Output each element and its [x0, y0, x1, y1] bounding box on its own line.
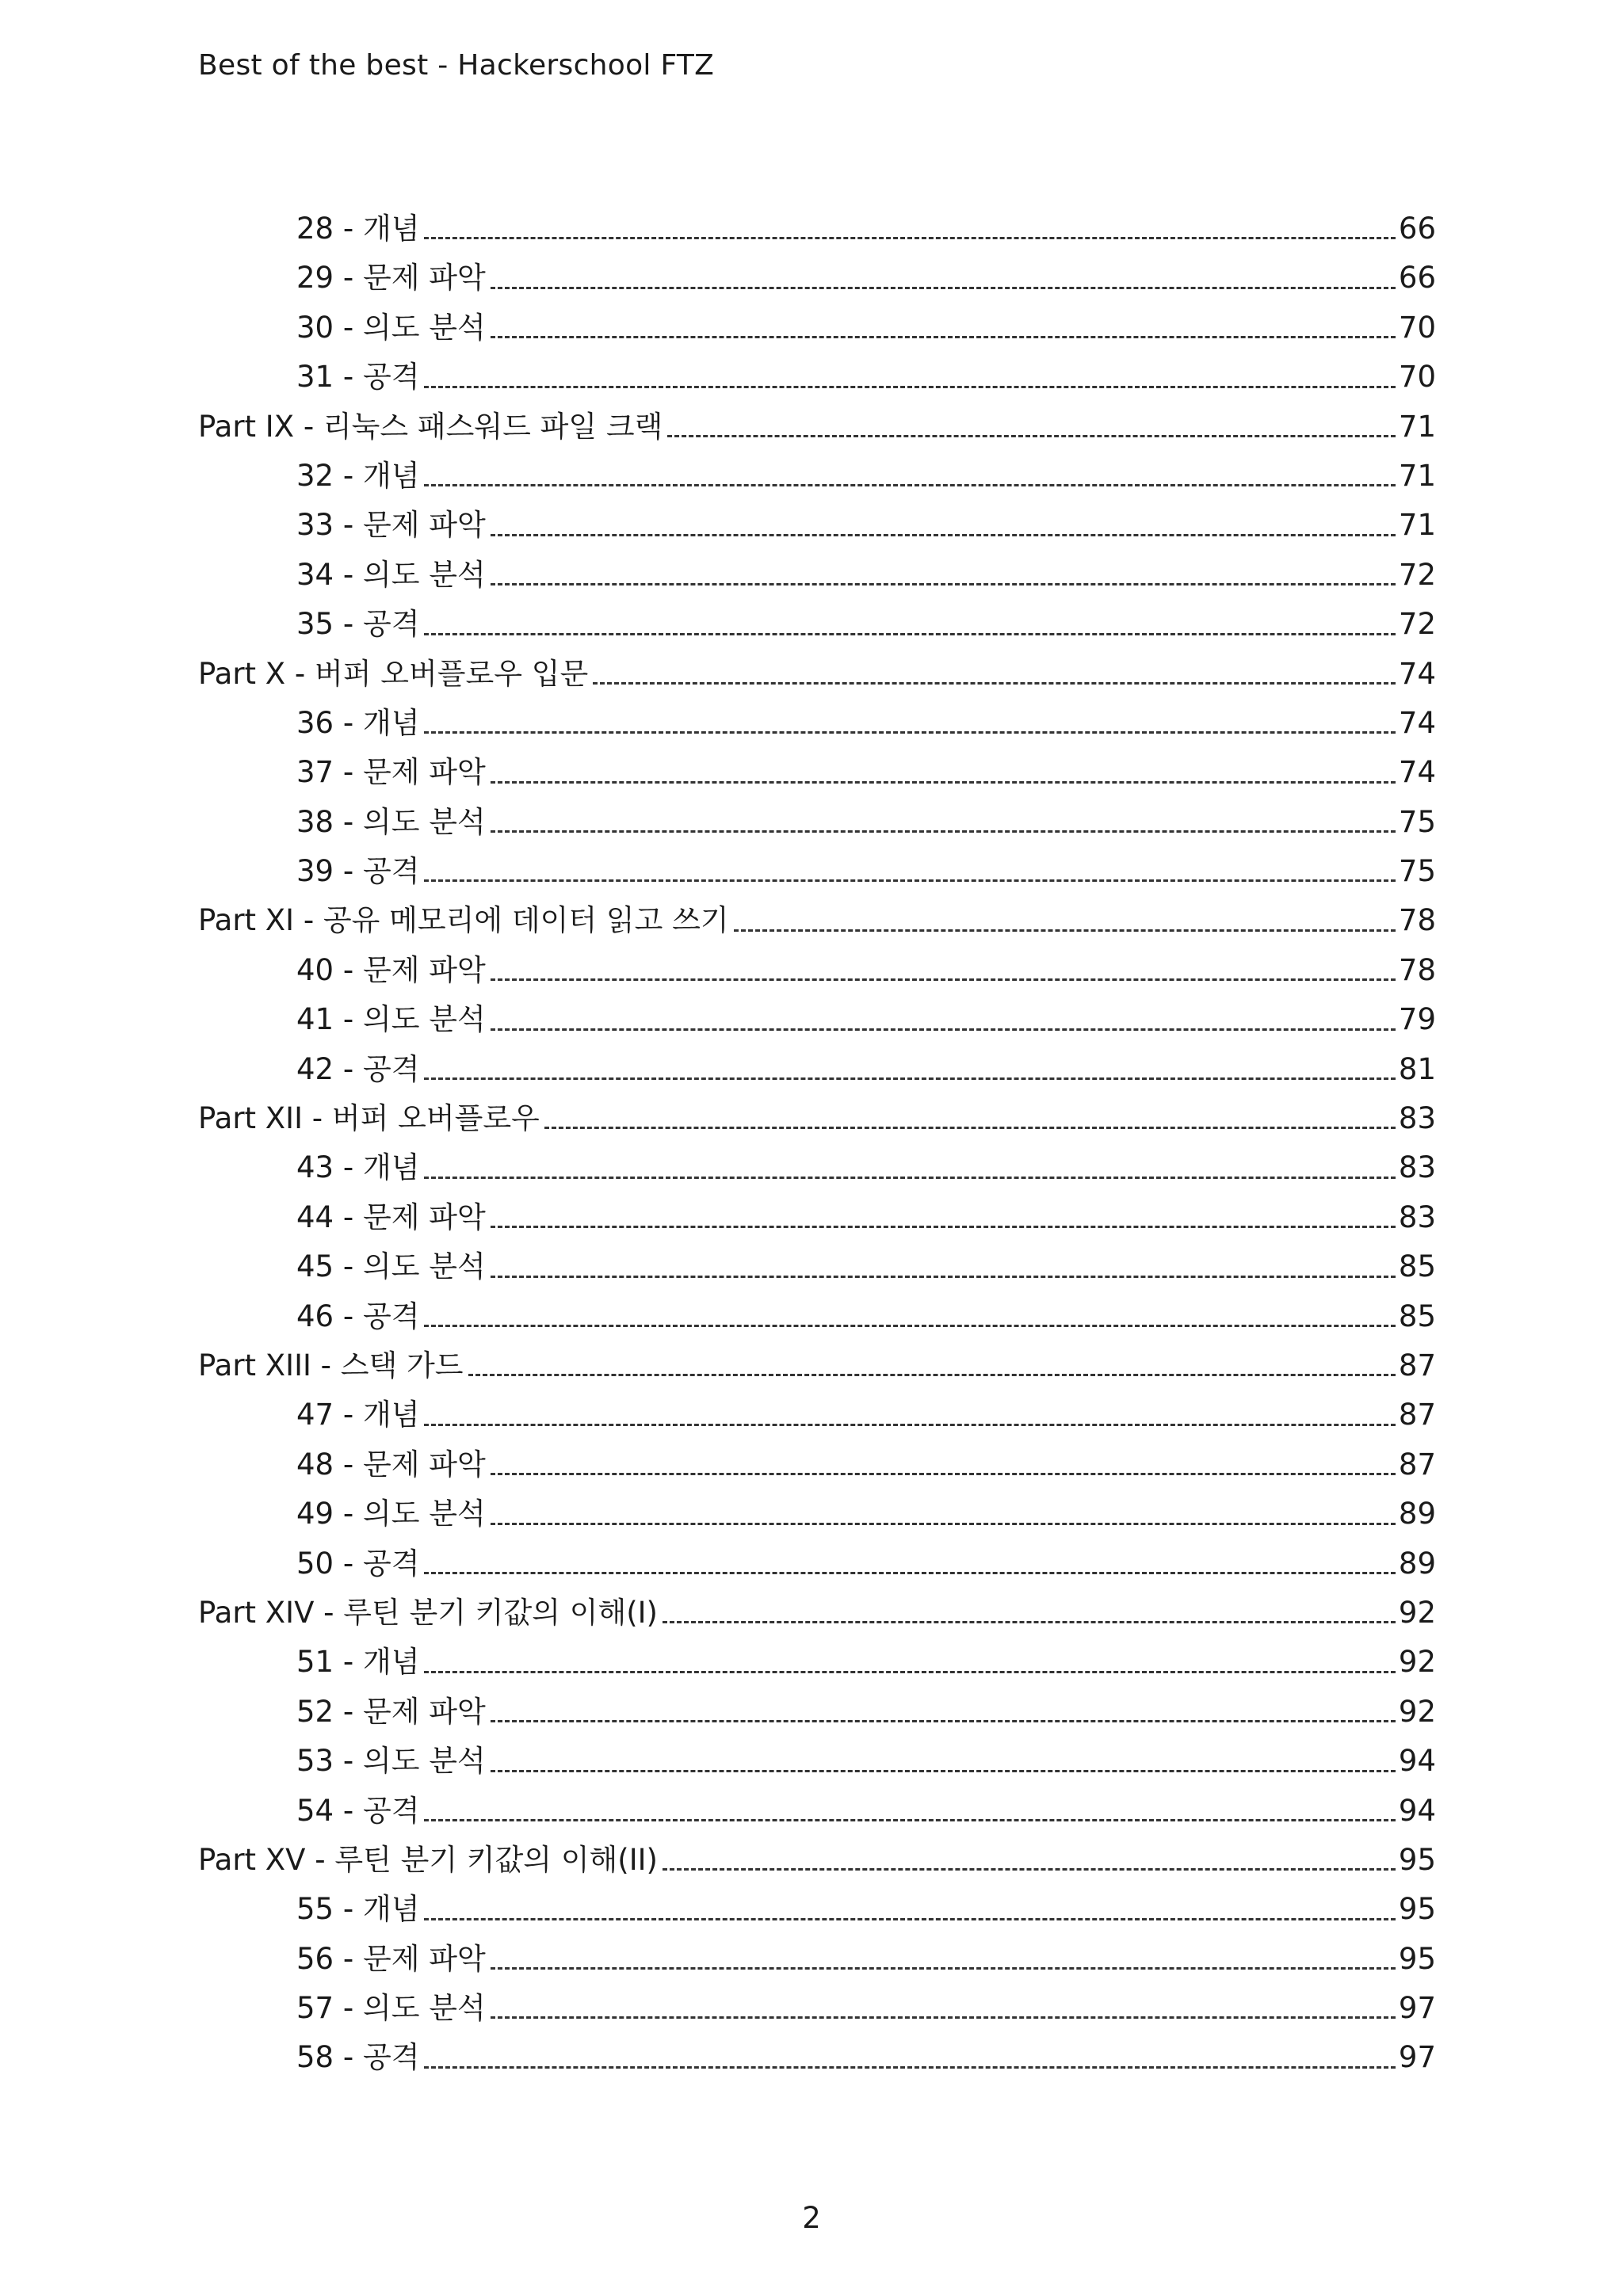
toc-leader-dots	[491, 1770, 1396, 1772]
toc-entry-page-number: 92	[1398, 1694, 1436, 1729]
toc-leader-dots	[491, 287, 1396, 289]
toc-entry-label: 28 - 개념	[296, 212, 420, 246]
toc-entry-label: Part XIV - 루틴 분기 키값의 이해(I)	[198, 1595, 658, 1630]
toc-leader-dots	[491, 1473, 1396, 1475]
toc-part-entry[interactable]	[198, 1589, 1436, 1638]
toc-entry-page-number: 87	[1398, 1398, 1436, 1432]
toc-section-entry[interactable]	[198, 1638, 1436, 1687]
toc-entry-label: 52 - 문제 파악	[296, 1694, 486, 1729]
toc-entry-page-number: 70	[1398, 310, 1436, 345]
toc-section-entry[interactable]	[198, 1242, 1436, 1291]
toc-entry-page-number: 95	[1398, 1892, 1436, 1927]
toc-leader-dots	[491, 1523, 1396, 1525]
toc-entry-label: 43 - 개념	[296, 1150, 420, 1185]
toc-entry-label: 53 - 의도 분석	[296, 1744, 486, 1779]
toc-entry-label: 50 - 공격	[296, 1546, 420, 1581]
toc-section-entry[interactable]	[198, 798, 1436, 847]
toc-entry-page-number: 94	[1398, 1744, 1436, 1779]
toc-section-entry[interactable]	[198, 1935, 1436, 1984]
toc-entry-label: 45 - 의도 분석	[296, 1249, 486, 1284]
toc-entry-label: Part XI - 공유 메모리에 데이터 읽고 쓰기	[198, 903, 729, 938]
toc-section-entry[interactable]	[198, 995, 1436, 1044]
toc-leader-dots	[424, 879, 1395, 882]
toc-entry-label: 34 - 의도 분석	[296, 557, 486, 592]
toc-leader-dots	[424, 1918, 1395, 1920]
toc-entry-page-number: 74	[1398, 755, 1436, 790]
toc-entry-label: 29 - 문제 파악	[296, 261, 486, 296]
toc-leader-dots	[491, 1720, 1396, 1722]
toc-entry-label: 30 - 의도 분석	[296, 310, 486, 345]
toc-part-entry[interactable]	[198, 650, 1436, 699]
toc-entry-label: Part XII - 버퍼 오버플로우	[198, 1101, 540, 1136]
toc-leader-dots	[491, 781, 1396, 784]
toc-section-entry[interactable]	[198, 254, 1436, 303]
toc-entry-label: Part IX - 리눅스 패스워드 파일 크랙	[198, 409, 663, 444]
toc-leader-dots	[424, 484, 1395, 486]
toc-section-entry[interactable]	[198, 303, 1436, 353]
toc-section-entry[interactable]	[198, 1737, 1436, 1786]
toc-entry-label: 44 - 문제 파악	[296, 1199, 486, 1234]
toc-section-entry[interactable]	[198, 1984, 1436, 2033]
toc-entry-label: 49 - 의도 분석	[296, 1497, 486, 1531]
toc-leader-dots	[424, 386, 1395, 388]
toc-entry-page-number: 95	[1398, 1941, 1436, 1976]
toc-entry-label: 38 - 의도 분석	[296, 804, 486, 839]
toc-entry-label: Part XIII - 스택 가드	[198, 1348, 464, 1383]
toc-section-entry[interactable]	[198, 1885, 1436, 1934]
toc-leader-dots	[424, 1671, 1395, 1673]
toc-part-entry[interactable]	[198, 402, 1436, 452]
toc-entry-page-number: 74	[1398, 705, 1436, 740]
toc-leader-dots	[491, 978, 1396, 981]
toc-section-entry[interactable]	[198, 1045, 1436, 1094]
toc-leader-dots	[491, 534, 1396, 536]
toc-entry-page-number: 97	[1398, 1991, 1436, 2026]
toc-entry-label: 57 - 의도 분석	[296, 1991, 486, 2026]
toc-entry-label: 40 - 문제 파악	[296, 952, 486, 987]
toc-entry-page-number: 83	[1398, 1199, 1436, 1234]
page-number: 2	[802, 2201, 821, 2235]
document-header: Best of the best - Hackerschool FTZ	[198, 49, 715, 82]
toc-section-entry[interactable]	[198, 2033, 1436, 2082]
toc-leader-dots	[491, 583, 1396, 585]
toc-leader-dots	[424, 1077, 1395, 1080]
toc-leader-dots	[424, 1572, 1395, 1574]
toc-section-entry[interactable]	[198, 551, 1436, 600]
toc-entry-page-number: 70	[1398, 360, 1436, 395]
toc-section-entry[interactable]	[198, 946, 1436, 995]
toc-entry-label: 35 - 공격	[296, 607, 420, 642]
toc-part-entry[interactable]	[198, 1341, 1436, 1390]
toc-section-entry[interactable]	[198, 699, 1436, 748]
toc-leader-dots	[424, 2066, 1395, 2069]
toc-entry-page-number: 83	[1398, 1101, 1436, 1136]
toc-leader-dots	[734, 929, 1396, 932]
toc-entry-page-number: 94	[1398, 1793, 1436, 1828]
toc-section-entry[interactable]	[198, 1489, 1436, 1539]
toc-entry-page-number: 95	[1398, 1842, 1436, 1877]
toc-entry-page-number: 87	[1398, 1447, 1436, 1482]
toc-leader-dots	[663, 1621, 1396, 1623]
table-of-contents	[198, 204, 1436, 2083]
toc-entry-page-number: 87	[1398, 1348, 1436, 1383]
toc-section-entry[interactable]	[198, 204, 1436, 254]
toc-entry-page-number: 75	[1398, 804, 1436, 839]
toc-entry-page-number: 85	[1398, 1249, 1436, 1284]
toc-entry-label: 31 - 공격	[296, 360, 420, 395]
toc-entry-page-number: 92	[1398, 1595, 1436, 1630]
toc-entry-label: 36 - 개념	[296, 705, 420, 740]
toc-entry-page-number: 79	[1398, 1002, 1436, 1037]
toc-entry-label: 58 - 공격	[296, 2040, 420, 2075]
toc-entry-label: 32 - 개념	[296, 458, 420, 493]
toc-entry-label: 54 - 공격	[296, 1793, 420, 1828]
toc-section-entry[interactable]	[198, 1390, 1436, 1440]
toc-entry-page-number: 74	[1398, 656, 1436, 691]
toc-entry-page-number: 89	[1398, 1546, 1436, 1581]
toc-section-entry[interactable]	[198, 1143, 1436, 1192]
toc-section-entry[interactable]	[198, 501, 1436, 550]
toc-entry-page-number: 71	[1398, 458, 1436, 493]
toc-section-entry[interactable]	[198, 1440, 1436, 1489]
toc-entry-label: 48 - 문제 파악	[296, 1447, 486, 1482]
toc-section-entry[interactable]	[198, 600, 1436, 649]
toc-section-entry[interactable]	[198, 1193, 1436, 1242]
toc-section-entry[interactable]	[198, 1292, 1436, 1341]
toc-leader-dots	[491, 1226, 1396, 1228]
toc-entry-page-number: 71	[1398, 508, 1436, 543]
toc-leader-dots	[491, 1276, 1396, 1278]
toc-section-entry[interactable]	[198, 1787, 1436, 1836]
toc-leader-dots	[593, 682, 1396, 685]
toc-leader-dots	[424, 237, 1395, 239]
toc-leader-dots	[491, 830, 1396, 833]
toc-entry-label: 56 - 문제 파악	[296, 1941, 486, 1976]
toc-entry-page-number: 81	[1398, 1051, 1436, 1086]
toc-entry-label: 41 - 의도 분석	[296, 1002, 486, 1037]
toc-section-entry[interactable]	[198, 452, 1436, 501]
toc-entry-label: 39 - 공격	[296, 854, 420, 889]
toc-leader-dots	[468, 1374, 1396, 1376]
toc-entry-page-number: 71	[1398, 409, 1436, 444]
toc-leader-dots	[667, 435, 1396, 437]
toc-part-entry[interactable]	[198, 1094, 1436, 1143]
toc-entry-label: Part X - 버퍼 오버플로우 입문	[198, 656, 589, 691]
toc-entry-label: 37 - 문제 파악	[296, 755, 486, 790]
toc-section-entry[interactable]	[198, 847, 1436, 896]
toc-leader-dots	[544, 1127, 1396, 1129]
toc-entry-page-number: 66	[1398, 212, 1436, 246]
toc-entry-page-number: 89	[1398, 1497, 1436, 1531]
toc-leader-dots	[424, 1819, 1395, 1821]
toc-part-entry[interactable]	[198, 1836, 1436, 1885]
toc-entry-label: 46 - 공격	[296, 1299, 420, 1333]
toc-leader-dots	[424, 633, 1395, 635]
toc-section-entry[interactable]	[198, 748, 1436, 797]
toc-entry-page-number: 66	[1398, 261, 1436, 296]
toc-entry-page-number: 85	[1398, 1299, 1436, 1333]
toc-entry-label: 33 - 문제 파악	[296, 508, 486, 543]
toc-entry-label: 42 - 공격	[296, 1051, 420, 1086]
toc-leader-dots	[491, 336, 1396, 338]
toc-entry-page-number: 72	[1398, 557, 1436, 592]
toc-leader-dots	[424, 1177, 1395, 1179]
toc-leader-dots	[491, 2016, 1396, 2019]
toc-leader-dots	[424, 731, 1395, 734]
toc-part-entry[interactable]	[198, 896, 1436, 945]
toc-entry-page-number: 97	[1398, 2040, 1436, 2075]
toc-entry-label: 51 - 개념	[296, 1645, 420, 1680]
toc-section-entry[interactable]	[198, 353, 1436, 402]
toc-entry-page-number: 83	[1398, 1150, 1436, 1185]
toc-entry-page-number: 78	[1398, 952, 1436, 987]
toc-entry-label: Part XV - 루틴 분기 키값의 이해(II)	[198, 1842, 658, 1877]
toc-leader-dots	[424, 1424, 1395, 1426]
toc-section-entry[interactable]	[198, 1688, 1436, 1737]
toc-entry-label: 47 - 개념	[296, 1398, 420, 1432]
toc-section-entry[interactable]	[198, 1539, 1436, 1589]
toc-entry-page-number: 75	[1398, 854, 1436, 889]
toc-leader-dots	[424, 1325, 1395, 1327]
toc-entry-page-number: 78	[1398, 903, 1436, 938]
toc-leader-dots	[491, 1967, 1396, 1970]
toc-entry-page-number: 72	[1398, 607, 1436, 642]
toc-entry-label: 55 - 개념	[296, 1892, 420, 1927]
toc-leader-dots	[491, 1028, 1396, 1031]
toc-entry-page-number: 92	[1398, 1645, 1436, 1680]
toc-leader-dots	[663, 1868, 1396, 1871]
